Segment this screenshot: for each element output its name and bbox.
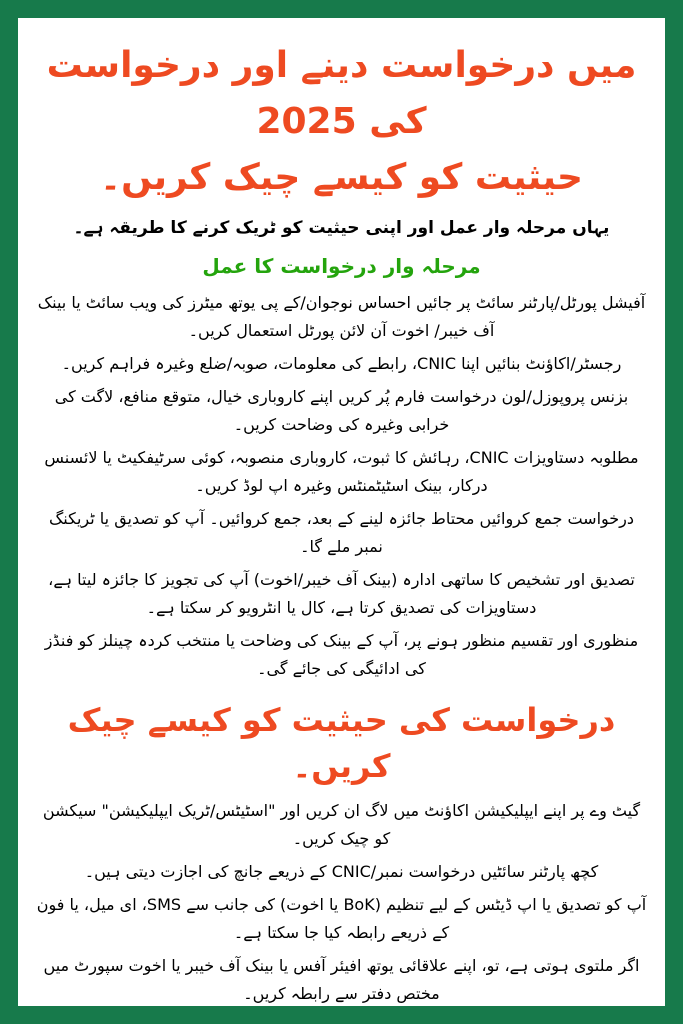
section1-paragraph-2: رجسٹر/اکاؤنٹ بنائیں اپنا CNIC، رابطے کی معلومات، صوبہ/ضلع وغیرہ فراہم کریں۔ [61, 353, 622, 373]
section1-paragraph-4: مطلوبہ دستاویزات CNIC، رہائش کا ثبوت، کاروباری منصوبہ، کوئی سرٹیفکیٹ یا لائسنس درکار، بینک اسٹیٹمنٹس وغیرہ اپ لوڈ کریں۔ [44, 447, 639, 495]
intro-text: یہاں مرحلہ وار عمل اور اپنی حیثیت کو ٹریک کرنے کا طریقہ ہے۔ [73, 218, 610, 239]
section2-paragraph-2: کچھ پارٹنر سائٹیں درخواست نمبر/CNIC کے ذریعے جانچ کی اجازت دیتی ہیں۔ [84, 862, 599, 882]
section1-paragraph-1: آفیشل پورٹل/پارٹنر سائٹ پر جائیں احساس نوجوان/کے پی یوتھ میٹرز کی ویب سائٹ یا بینک آف خیبر/ اخوت آن لائن پورٹل استعمال کریں۔ [37, 292, 646, 340]
section1-paragraph-5: درخواست جمع کروائیں محتاط جائزہ لینے کے بعد، جمع کروائیں۔ آپ کو تصدیق یا ٹریکنگ نمبر ملے گا۔ [48, 508, 635, 556]
section2-paragraph-3: آپ کو تصدیق یا اپ ڈیٹس کے لیے تنظیم (BoK یا اخوت) کی جانب سے SMS، ای میل، یا فون کے ذریعے رابطہ کیا جا سکتا ہے۔ [36, 895, 647, 943]
section2-paragraph-1: گیٹ وے پر اپنے ایپلیکیشن اکاؤنٹ میں لاگ ان کریں اور "اسٹیٹس/ٹریک ایپلیکیشن" سیکشن کو چیک کریں۔ [42, 801, 641, 849]
main-title-line1: میں درخواست دینے اور درخواست کی 2025 [46, 45, 637, 142]
section1-paragraph-6: تصدیق اور تشخیص کا ساتھی ادارہ (بینک آف خیبر/اخوت) آپ کی تجویز کا جائزہ لیتا ہے، دستاویزات کی تصدیق کرتا ہے، کال یا انٹرویو کر سکتا ہے۔ [48, 569, 635, 617]
main-title-line2: حیثیت کو کیسے چیک کریں۔ [100, 156, 583, 198]
section2-paragraph-4: اگر ملتوی ہوتی ہے، تو، اپنے علاقائی یوتھ افیئر آفس یا بینک آف خیبر یا اخوت سپورٹ میں مختص دفتر سے رابطہ کریں۔ [43, 956, 640, 1004]
section1-heading: مرحلہ وار درخواست کا عمل [202, 253, 481, 278]
main-title [34, 38, 649, 205]
section1-paragraph-7: منظوری اور تقسیم منظور ہونے پر، آپ کے بینک کی وضاحت یا منتخب کردہ چینلز کو فنڈز کی ادائیگی کی جائے گی۔ [44, 630, 639, 678]
section1-paragraph-3: بزنس پروپوزل/لون درخواست فارم پُر کریں اپنے کاروباری خیال، متوقع منافع، لاگت کی خرابی وغیرہ کی وضاحت کریں۔ [54, 386, 629, 434]
section2-heading: درخواست کی حیثیت کو کیسے چیک کریں۔ [67, 700, 616, 785]
